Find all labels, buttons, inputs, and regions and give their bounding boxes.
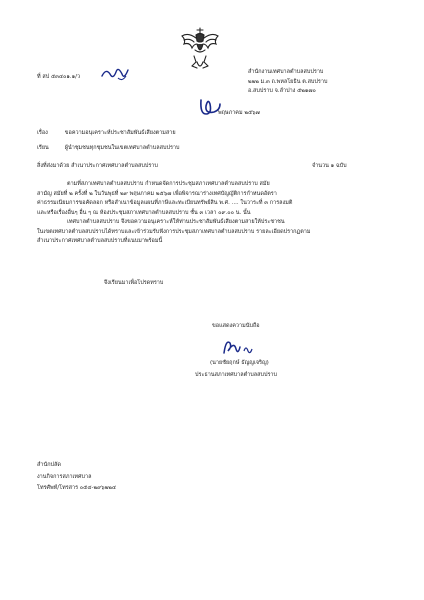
footer-phone: โทรศัพท์/โทรสาร ๐๕๔-๒๙๖๒๒๔ [37,485,117,491]
office-name: สำนักงานเทศบาลตำบลสบปราบ [248,69,324,75]
office-street: ๒๒๒ ม.๓ ถ.พหลโยธิน ต.สบปราบ [248,78,328,85]
body-line: สามัญ สมัยที่ ๒ ครั้งที่ ๒ ในวันพุธที่ ๒๙ พฤษภาคม ๒๕๖๗ เพื่อพิจารณาร่างเทศบัญญัติการกำหนดอัตรา [37,190,277,197]
signature-mark [220,337,256,357]
subject-text: ขอความอนุเคราะห์ประชาสัมพันธ์เสียงตามสาย [64,130,176,136]
body-line: และหรือเรื่องอื่นๆ อื่น ๆ ณ ห้องประชุมสภาเทศบาลตำบลสบปราบ ชั้น ๓ เวลา ๐๙.๐๐ น. นั้น [37,209,251,216]
footer-contact [37,462,116,497]
letter-body [37,181,377,248]
sender-office-address [248,69,388,98]
subject-row [37,130,176,137]
regards-line: ขอแสดงความนับถือ [212,323,260,329]
footer-division: สำนักปลัด [37,462,61,468]
enclosure-count: จำนวน ๑ ฉบับ [312,163,347,169]
handwritten-initial-mark [100,64,130,84]
reference-number: ที่ สป ๕๓๔๐๑.๑/ว [37,74,81,80]
enclosure-text: สำเนาประกาศเทศบาลตำบลสบปราบ [71,163,158,169]
body-line: สำเนาประกาศเทศบาลตำบลสบปราบที่แนบมาพร้อมนี้ [37,238,163,244]
body-line: ตามที่สภาเทศบาลตำบลสบปราบ กำหนดจัดการประชุมสภาเทศบาลตำบลสบปราบ สมัย [67,181,270,187]
recipient-row [37,145,179,152]
enclosure-row [37,163,158,170]
signer-title: ประธานสภาเทศบาลตำบลสบปราบ [195,372,278,378]
letter-date: พฤษภาคม ๒๕๖๗ [218,110,260,116]
closing-line: จึงเรียนมาเพื่อโปรดทราบ [104,280,164,286]
enclosure-label: สิ่งที่ส่งมาด้วย [37,163,70,169]
body-line: เทศบาลตำบลสบปราบ จึงขอความอนุเคราะห์ให้ท่านประชาสัมพันธ์เสียงตามสายให้ประชาชน [67,219,285,225]
body-line: ในเขตเทศบาลตำบลสบปราบได้ทราบและเข้าร่วมรับฟังการประชุมสภาเทศบาลตำบลสบปราบ รายละเอียดปรากฏตาม [37,228,311,235]
signer-name: (นายชัยฤกษ์ ธัญญเจริญ) [210,360,269,366]
footer-section: งานกิจการสภาเทศบาล [37,473,92,480]
subject-label: เรื่อง [37,130,48,136]
recipient-label: เรียน [37,145,49,151]
office-district: อ.สบปราบ จ.ลำปาง ๕๒๑๗๐ [248,88,316,94]
recipient-text: ผู้นำชุมชนทุกชุมชนในเขตเทศบาลตำบลสบปราบ [64,145,180,151]
body-line: ค่าธรรมเนียมการขอคัดลอก หรือสำเนาข้อมูลแผนที่ภาษีและทะเบียนทรัพย์สิน พ.ศ. .... ในวาระที่ ๓ การลงมติ [37,200,293,206]
garuda-emblem-icon [180,26,220,72]
